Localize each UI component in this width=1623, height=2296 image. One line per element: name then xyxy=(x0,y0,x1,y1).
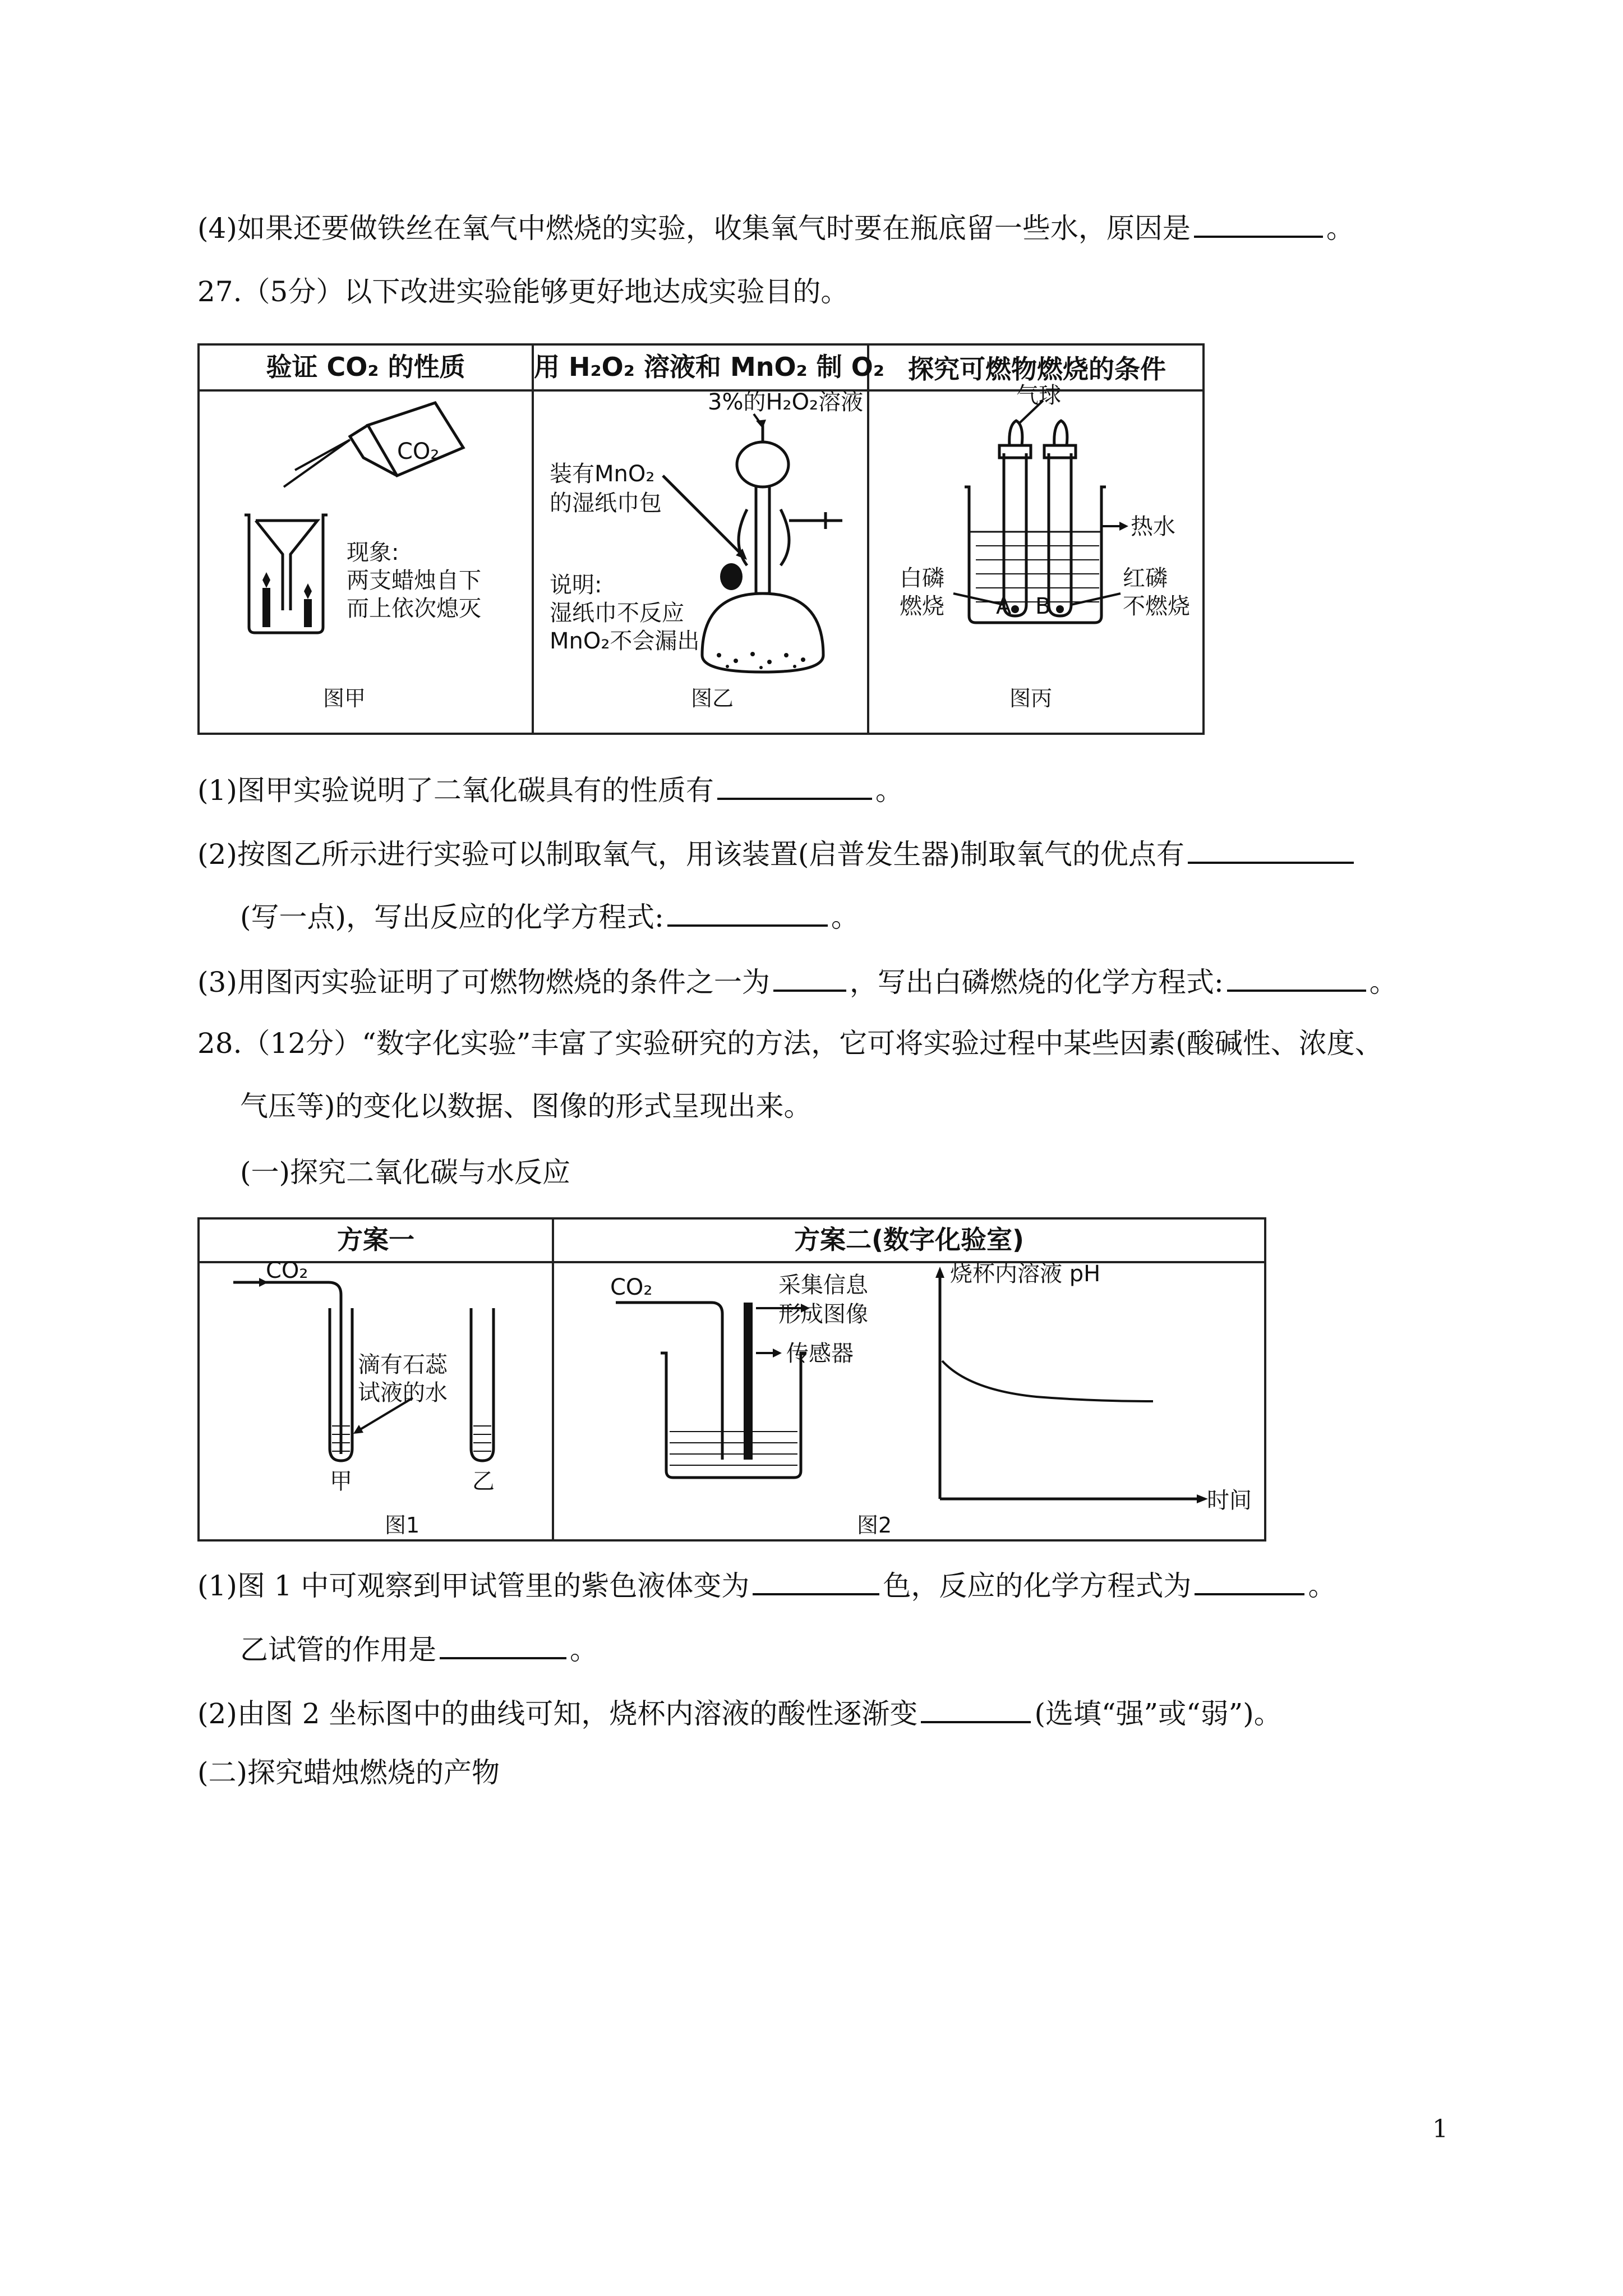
caption-fig2: 图2 xyxy=(857,1513,892,1538)
answer-blank[interactable] xyxy=(440,1630,566,1659)
bag-label-2: 的湿纸巾包 xyxy=(550,490,662,516)
phenomenon-line-3: 而上依次熄灭 xyxy=(347,596,481,622)
red-p-label-1: 红磷 xyxy=(1123,565,1168,591)
bag-label-1: 装有MnO₂ xyxy=(550,461,655,487)
q28-1b-end: 。 xyxy=(570,1634,598,1666)
q27-1-line xyxy=(197,771,903,807)
caption-yi: 图乙 xyxy=(691,686,734,711)
q26-4-end: 。 xyxy=(1326,212,1354,245)
phenomenon-line-1: 现象: xyxy=(347,540,399,565)
q27-2b-text: (写一点)，写出反应的化学方程式: xyxy=(240,901,664,933)
tube-yi-label: 乙 xyxy=(472,1469,495,1494)
q28-1a-mid: 色，反应的化学方程式为 xyxy=(883,1570,1192,1602)
phenomenon-line-2: 两支蜡烛自下 xyxy=(347,568,481,593)
sensor-probe xyxy=(744,1303,753,1460)
figure-jia xyxy=(200,392,532,734)
figure-bing xyxy=(869,383,1205,734)
chart-x-label: 时间 xyxy=(1207,1488,1252,1513)
q27-title: 27.（5分）以下改进实验能够更好地达成实验目的。 xyxy=(197,275,849,308)
gas-co2-label-2: CO₂ xyxy=(610,1274,653,1300)
figure-2 xyxy=(554,1263,1264,1544)
q27-1-text: (1)图甲实验说明了二氧化碳具有的性质有 xyxy=(197,774,714,807)
figure-yi xyxy=(534,389,867,734)
page-number: 1 xyxy=(1432,2115,1448,2143)
q28-1a-end: 。 xyxy=(1308,1570,1336,1602)
q27-3-mid: ，写出白磷燃烧的化学方程式: xyxy=(849,966,1224,999)
note-line-1: 说明: xyxy=(550,572,602,598)
figure-1 xyxy=(200,1258,552,1544)
q28-section-2: (二)探究蜡烛燃烧的产物 xyxy=(197,1756,500,1789)
q27-2a-line xyxy=(197,835,1357,871)
answer-blank[interactable] xyxy=(667,898,828,927)
white-p-label-1: 白磷 xyxy=(900,565,944,591)
co2-bottle-label: CO₂ xyxy=(397,439,440,464)
caption-bing: 图丙 xyxy=(1009,686,1053,711)
answer-blank[interactable] xyxy=(1188,835,1354,864)
q28-1a-text: (1)图 1 中可观察到甲试管里的紫色液体变为 xyxy=(197,1570,750,1602)
note-line-2: 湿纸巾不反应 xyxy=(550,600,684,626)
chart-x-arrow xyxy=(1197,1494,1208,1503)
q28-section-1: (一)探究二氧化碳与水反应 xyxy=(240,1156,571,1189)
sensor-label: 传感器 xyxy=(786,1341,854,1366)
red-p-label-2: 不燃烧 xyxy=(1123,593,1190,619)
header-plan-2: 方案二(数字化验室) xyxy=(794,1225,1025,1255)
balloon-label: 气球 xyxy=(1016,383,1061,408)
q27-2a-text: (2)按图乙所示进行实验可以制取氧气，用该装置(启普发生器)制取氧气的优点有 xyxy=(197,838,1184,871)
collect-label-1: 采集信息 xyxy=(778,1272,868,1298)
q27-3-line xyxy=(197,963,1398,999)
answer-blank[interactable] xyxy=(921,1694,1031,1723)
q27-figure-table xyxy=(197,343,1205,735)
gas-co2-label: CO₂ xyxy=(266,1258,308,1283)
answer-blank[interactable] xyxy=(753,1566,879,1595)
collect-label-2: 形成图像 xyxy=(778,1301,868,1327)
answer-blank[interactable] xyxy=(1227,963,1366,992)
q28-2-line xyxy=(197,1694,1282,1731)
h2o2-label: 3%的H₂O₂溶液 xyxy=(708,389,864,415)
caption-fig1: 图1 xyxy=(385,1513,420,1538)
white-p-label-2: 燃烧 xyxy=(900,593,944,619)
q28-1a-line xyxy=(197,1566,1336,1603)
q26-4-line xyxy=(197,209,1354,245)
q27-2b-line xyxy=(240,898,859,934)
q27-3-text: (3)用图丙实验证明了可燃物燃烧的条件之一为 xyxy=(197,966,770,999)
answer-blank[interactable] xyxy=(1195,1566,1304,1595)
answer-blank[interactable] xyxy=(773,963,846,992)
q28-1b-text: 乙试管的作用是 xyxy=(240,1634,436,1666)
note-line-3: MnO₂不会漏出 xyxy=(550,628,700,654)
q28-title: 28.（12分）“数字化实验”丰富了实验研究的方法，它可将实验过程中某些因素(酸碱性、浓度、 xyxy=(197,1027,1383,1060)
tube-a-label: A xyxy=(996,593,1012,619)
chart-y-label: 烧杯内溶液 pH xyxy=(950,1261,1101,1287)
tube-b-label: B xyxy=(1035,593,1051,619)
header-combustion: 探究可燃物燃烧的条件 xyxy=(908,354,1166,384)
q28-title-2: 气压等)的变化以数据、图像的形式呈现出来。 xyxy=(240,1090,812,1122)
header-verify-co2: 验证 CO₂ 的性质 xyxy=(266,352,465,382)
water-label-2: 试液的水 xyxy=(358,1380,448,1406)
q27-2b-end: 。 xyxy=(831,901,859,933)
answer-blank[interactable] xyxy=(717,771,872,800)
q27-1-end: 。 xyxy=(875,774,903,807)
ph-time-chart xyxy=(935,1261,1252,1513)
q26-4-text: (4)如果还要做铁丝在氧气中燃烧的实验，收集氧气时要在瓶底留一些水，原因是 xyxy=(197,212,1191,245)
ph-curve xyxy=(942,1361,1153,1401)
header-h2o2-o2: 用 H₂O₂ 溶液和 MnO₂ 制 O₂ xyxy=(534,352,884,382)
water-label-1: 滴有石蕊 xyxy=(358,1352,448,1378)
answer-blank[interactable] xyxy=(1194,209,1323,238)
tube-jia-label: 甲 xyxy=(330,1469,352,1494)
header-plan-1: 方案一 xyxy=(337,1225,414,1255)
q28-2-end: (选填“强”或“弱”)。 xyxy=(1034,1697,1282,1730)
q28-figure-table xyxy=(197,1217,1266,1542)
candle-left xyxy=(262,588,270,627)
caption-jia: 图甲 xyxy=(323,686,366,711)
q28-2-text: (2)由图 2 坐标图中的曲线可知，烧杯内溶液的酸性逐渐变 xyxy=(197,1697,918,1730)
hot-water-label: 热水 xyxy=(1131,514,1175,540)
q28-1b-line xyxy=(240,1630,598,1667)
q27-3-end: 。 xyxy=(1369,966,1398,999)
chart-y-arrow xyxy=(935,1267,944,1278)
candle-right xyxy=(304,599,312,627)
